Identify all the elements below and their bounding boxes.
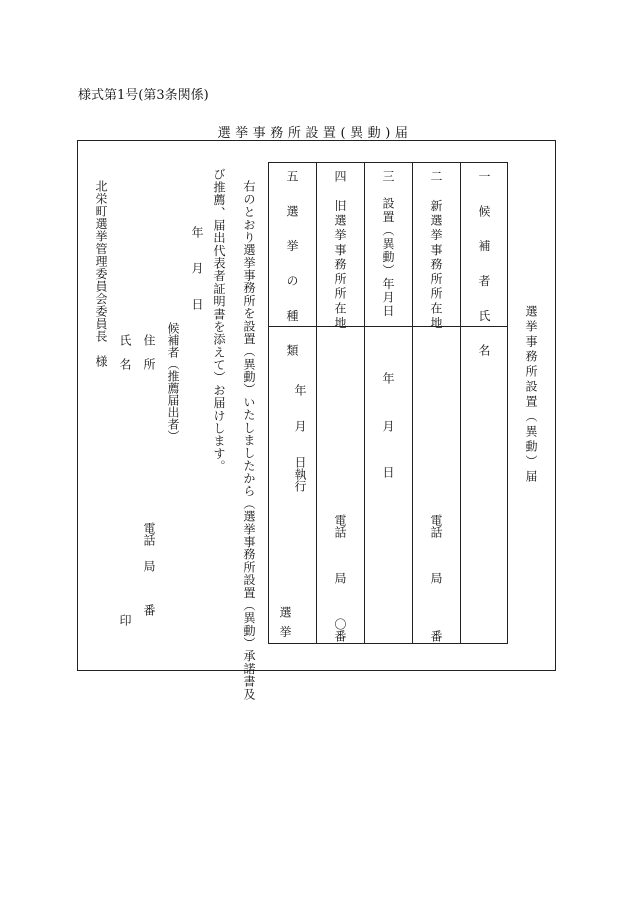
election-type-month: 月 [293, 420, 307, 432]
column-divider [364, 162, 365, 644]
setup-date-day: 日 [381, 466, 395, 478]
statement-line-2: び推薦、届出代表者証明書を添えて︶お届けします。 [212, 168, 226, 473]
form-title: 選挙事務所設置(異動)届 [217, 126, 413, 141]
date-month: 月 [190, 262, 204, 274]
election-type-year: 年 [293, 384, 307, 396]
date-year: 年 [190, 226, 204, 238]
submitter-phone: 電話 [142, 522, 156, 546]
setup-date-year: 年 [381, 372, 395, 384]
address-label: 住 所 [142, 334, 156, 370]
row-divider [268, 326, 508, 327]
side-title: 選挙事務所設置︵異動︶届 [524, 305, 538, 485]
column-divider [412, 162, 413, 644]
new-location-station: 局 [429, 572, 443, 584]
old-location-number: 〇番 [333, 618, 347, 642]
setup-date-month: 月 [381, 420, 395, 432]
candidate-name-label: 一 候 補 者 氏 名 [477, 170, 491, 362]
name-label: 氏 名 [118, 334, 132, 370]
old-location-phone: 電話 [333, 514, 347, 538]
old-location-label: 四 旧選挙事務所所在地 [333, 170, 347, 332]
election-type-label: 五 選 挙 の 種 類 [285, 170, 299, 362]
column-divider [316, 162, 317, 644]
submitter-station: 局 [142, 560, 156, 572]
seal-mark: 印 [118, 614, 132, 626]
new-location-label: 二 新選挙事務所所在地 [429, 170, 443, 332]
new-location-number: 番 [429, 630, 443, 642]
submitter-role: 候補者︵推薦届出者︶ [166, 322, 180, 442]
date-day: 日 [190, 298, 204, 310]
submitter-number: 番 [142, 604, 156, 616]
statement-line-1: 右のとおり選挙事務所を設置︵異動︶いたしましたから︵選挙事務所設置︵異動︶承諾書及 [242, 180, 256, 701]
new-location-phone: 電話 [429, 514, 443, 538]
column-divider [460, 162, 461, 644]
setup-date-label: 三 設置︵異動︶年月日 [381, 170, 395, 318]
addressee: 北栄町選挙管理委員会委員長 様 [94, 180, 108, 368]
election-type-election: 選挙 [278, 606, 292, 645]
election-type-day-exec: 日執行 [293, 456, 307, 492]
old-location-station: 局 [333, 572, 347, 584]
form-number: 様式第1号(第3条関係) [78, 88, 209, 103]
